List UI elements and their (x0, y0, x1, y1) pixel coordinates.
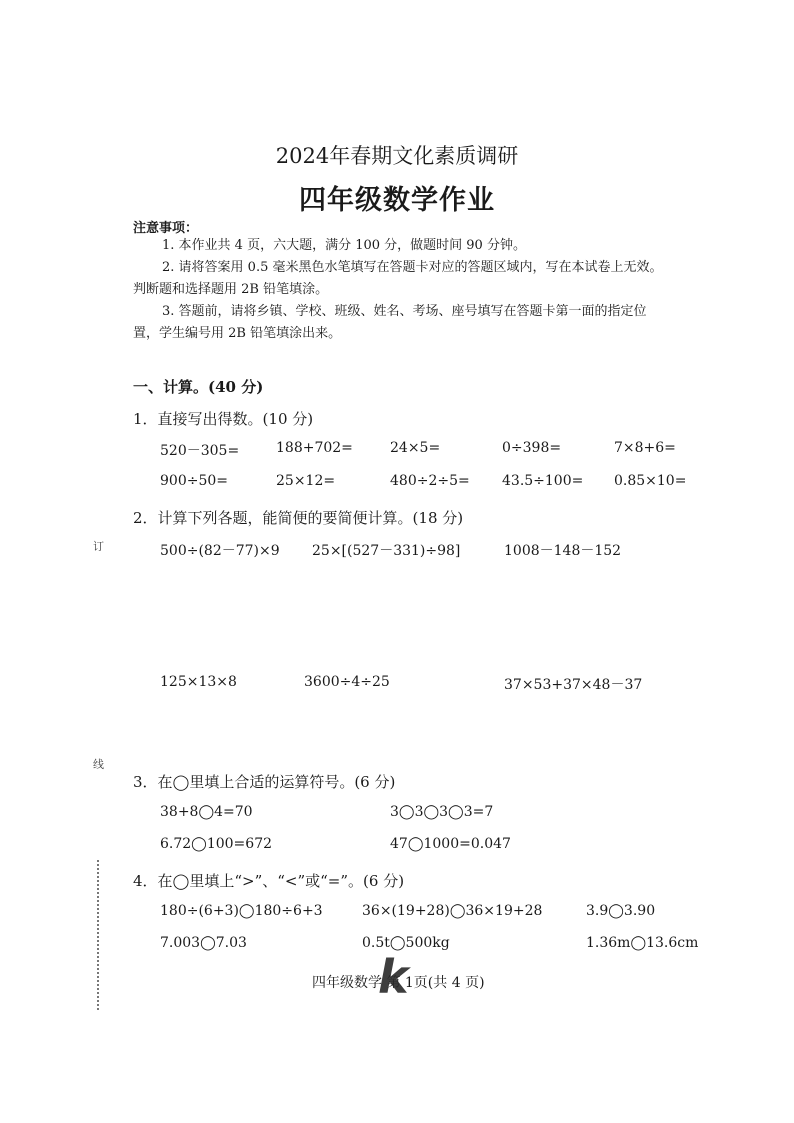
q3-problem: 47◯1000=0.047 (390, 836, 511, 852)
q2-problem: 25×[(527－331)÷98] (312, 543, 461, 559)
q1-problem: 7×8+6= (614, 440, 676, 456)
question-3-title: 3．在◯里填上合适的运算符号。(6 分) (133, 773, 396, 791)
q2-problem: 3600÷4÷25 (304, 674, 390, 690)
q4-problem: 36×(19+28)◯36×19+28 (362, 903, 543, 919)
q2-problem: 37×53+37×48－37 (504, 677, 643, 693)
q4-problem: 3.9◯3.90 (586, 903, 656, 919)
note-line-2: 2. 请将答案用 0.5 毫米黑色水笔填写在答题卡对应的答题区域内，写在本试卷上无效。 (162, 260, 663, 275)
binding-dotted-line (97, 860, 99, 1010)
q1-problem: 24×5= (390, 440, 441, 456)
section-heading: 一、计算。(40 分) (133, 378, 264, 396)
q1-problem: 0÷398= (502, 440, 562, 456)
q1-problem: 0.85×10= (614, 473, 687, 489)
note-line-3: 判断题和选择题用 2B 铅笔填涂。 (133, 282, 329, 297)
exam-title: 2024年春期文化素质调研 (275, 144, 519, 168)
q2-problem: 125×13×8 (160, 674, 237, 690)
notes-heading: 注意事项： (133, 221, 199, 236)
q2-problem: 1008－148－152 (504, 543, 622, 559)
binding-mark: 线 (93, 758, 104, 771)
q1-problem: 188+702= (276, 440, 353, 456)
q1-problem: 43.5÷100= (502, 473, 584, 489)
q4-problem: 7.003◯7.03 (160, 935, 247, 951)
question-1-title: 1．直接写出得数。(10 分) (133, 410, 314, 428)
exam-subtitle: 四年级数学作业 (299, 185, 495, 216)
q1-problem: 900÷50= (160, 473, 228, 489)
q2-problem: 500÷(82－77)×9 (160, 543, 280, 559)
q4-problem: 1.36m◯13.6cm (586, 935, 699, 951)
q4-problem: 0.5t◯500kg (362, 935, 450, 951)
q3-problem: 3◯3◯3◯3=7 (390, 804, 494, 820)
note-line-4: 3. 答题前，请将乡镇、学校、班级、姓名、考场、座号填写在答题卡第一面的指定位 (162, 304, 647, 319)
question-2-title: 2．计算下列各题，能简便的要简便计算。(18 分) (133, 509, 464, 527)
binding-mark: 订 (93, 540, 104, 553)
q3-problem: 6.72◯100=672 (160, 836, 273, 852)
question-4-title: 4．在◯里填上“>”、“<”或“=”。(6 分) (133, 872, 405, 890)
q1-problem: 520－305= (160, 443, 240, 459)
note-line-1: 1. 本作业共 4 页，六大题，满分 100 分，做题时间 90 分钟。 (162, 238, 526, 253)
q1-problem: 480÷2÷5= (390, 473, 470, 489)
q4-problem: 180÷(6+3)◯180÷6+3 (160, 903, 323, 919)
q3-problem: 38+8◯4=70 (160, 804, 253, 820)
q1-problem: 25×12= (276, 473, 336, 489)
page-footer: 四年级数学 第 1页(共 4 页) (312, 975, 485, 991)
watermark-logo: k (378, 950, 409, 1004)
note-line-5: 置，学生编号用 2B 铅笔填涂出来。 (133, 326, 342, 341)
